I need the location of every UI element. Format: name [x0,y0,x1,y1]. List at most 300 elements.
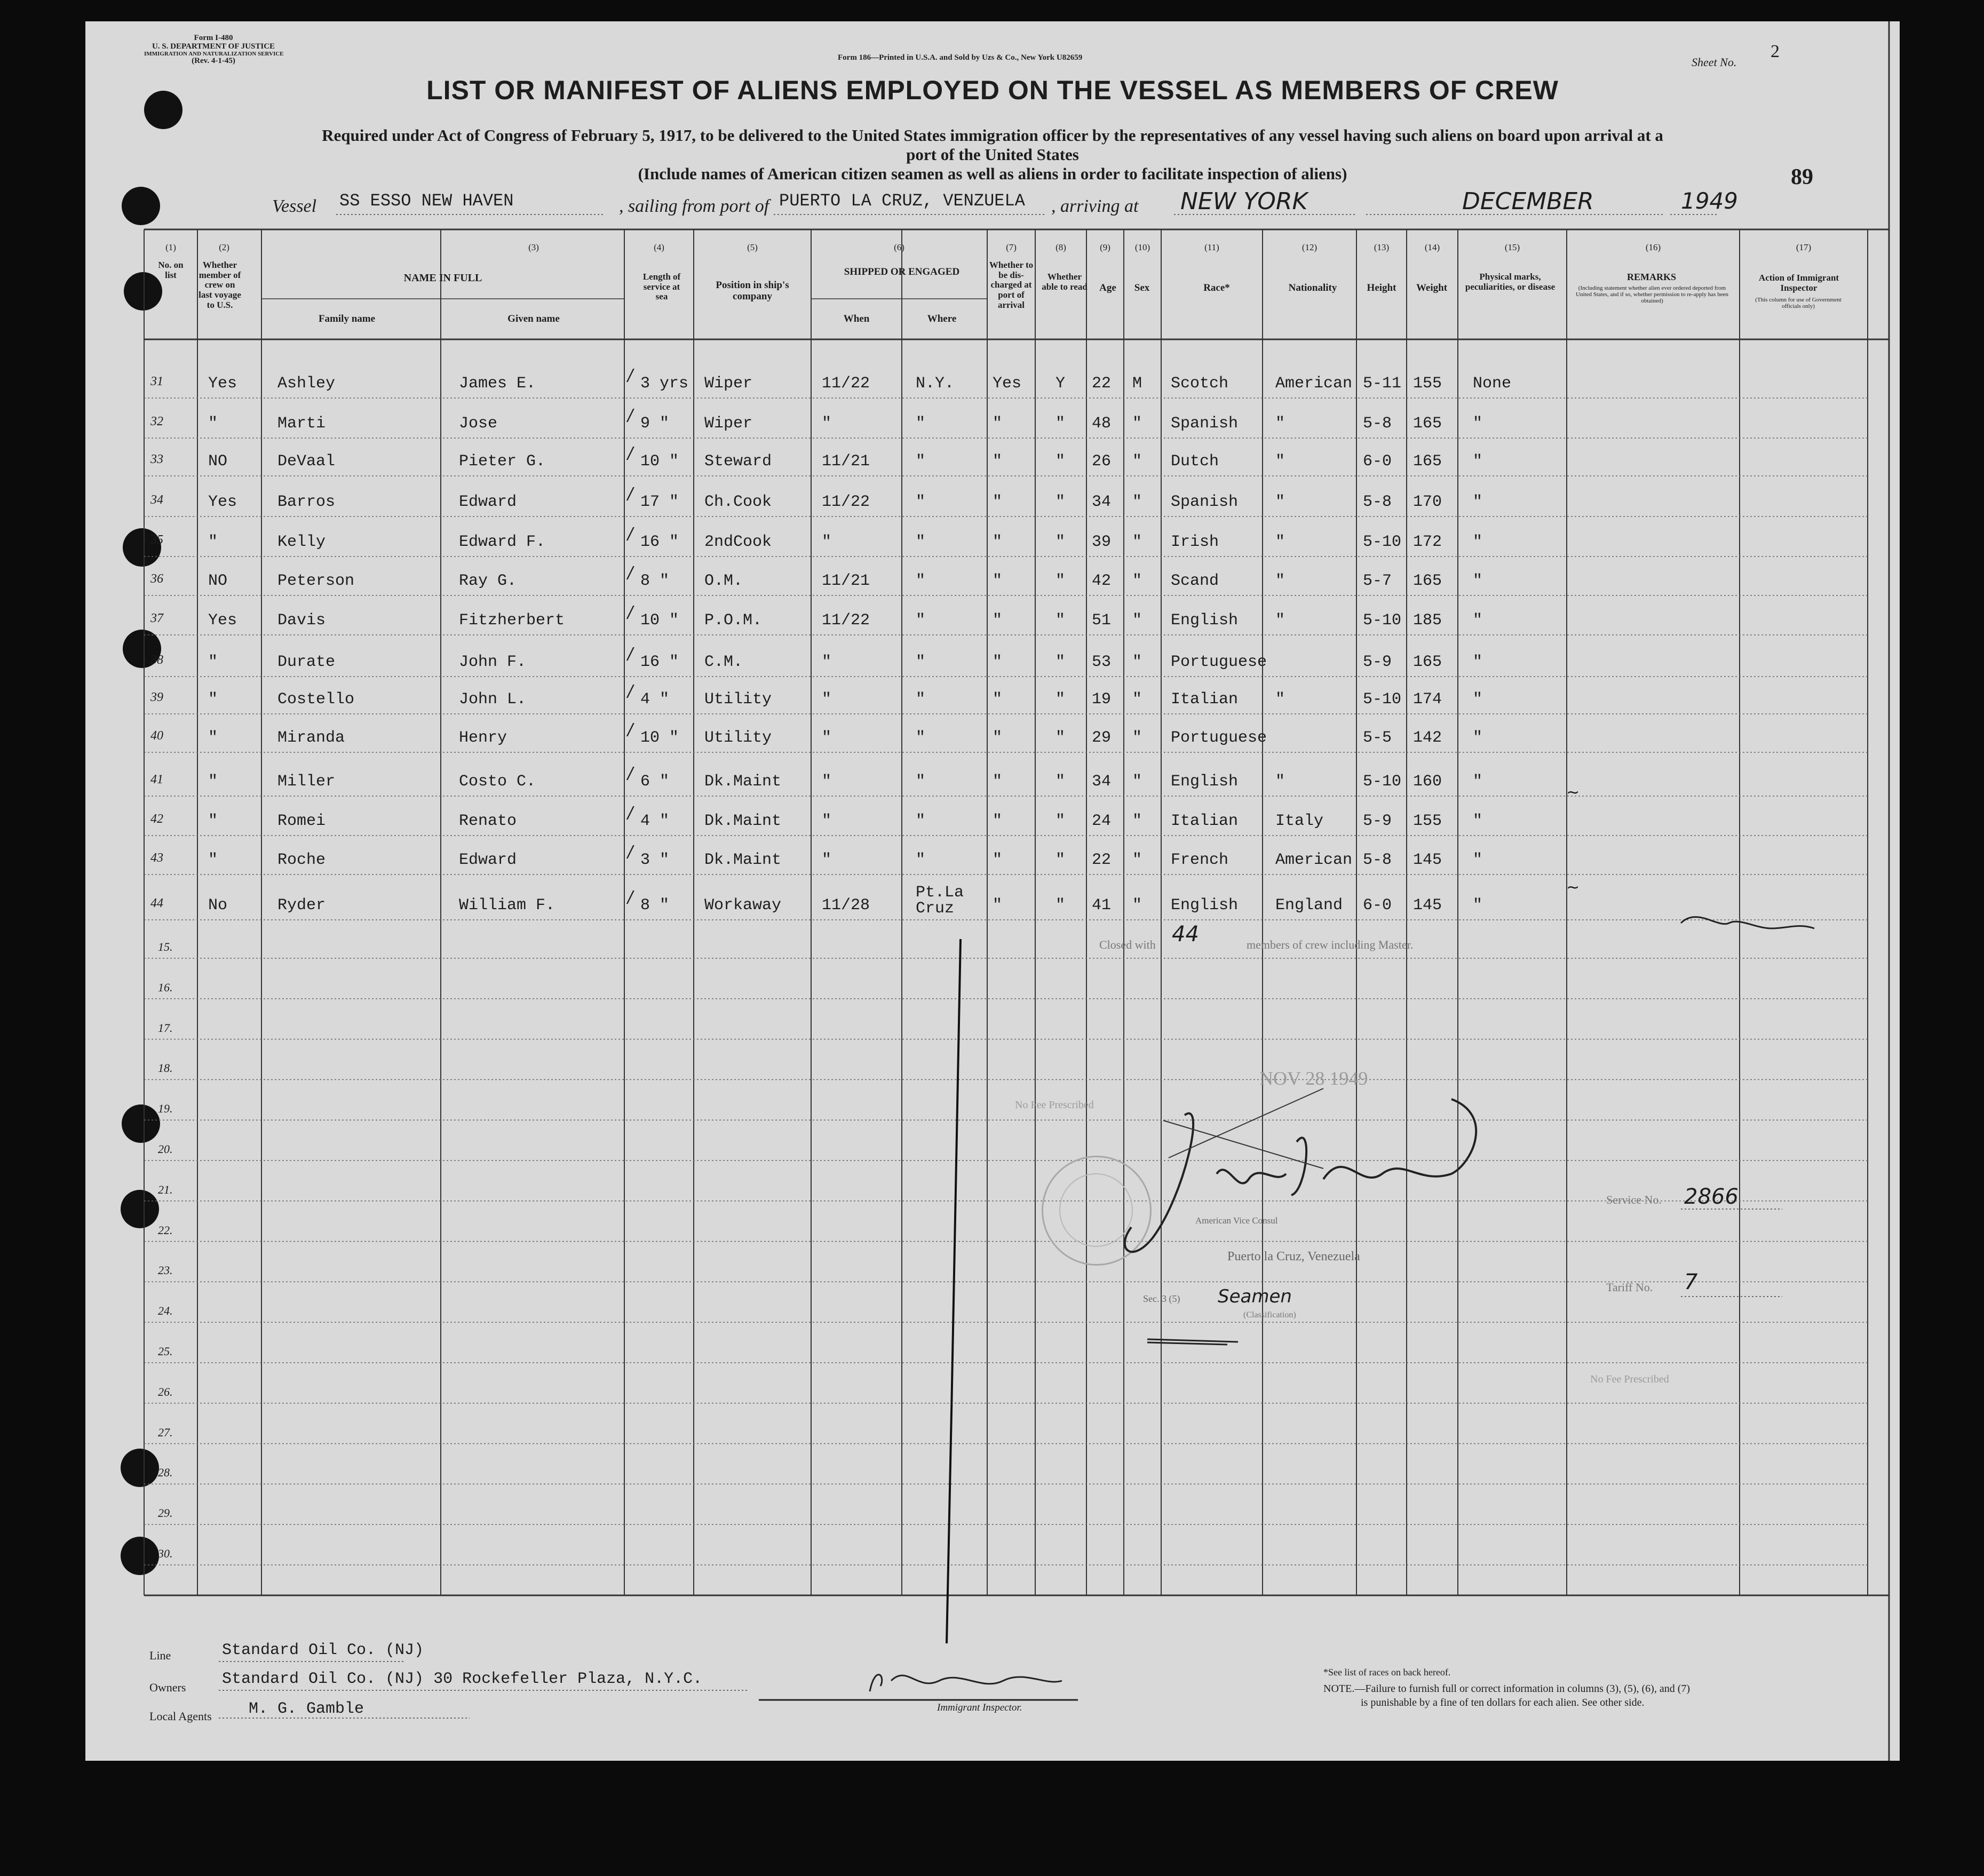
discharged-cell: " [993,611,1003,630]
no-fee-prescribed: No Fee Prescribed [1015,1099,1094,1111]
height-cell: 5-8 [1363,415,1392,433]
list-no: 32 [150,415,163,428]
classification-value: Seamen [1218,1286,1292,1307]
service-length-cell: 4 " [640,812,670,830]
able-to-read-cell: " [1056,493,1066,511]
last-voyage-cell: Yes [208,493,237,511]
nationality-cell: " [1275,415,1285,433]
last-voyage-cell: Yes [208,375,237,393]
closed-count: 44 [1172,922,1199,947]
able-to-read-cell: Y [1056,375,1066,393]
able-to-read-cell: " [1056,611,1066,630]
weight-cell: 170 [1413,493,1442,511]
sex-cell: " [1132,851,1142,869]
col-given-header: Given name [507,313,560,324]
last-voyage-cell: " [208,415,218,433]
shipped-where-cell: " [916,812,926,830]
weight-cell: 185 [1413,611,1442,630]
col-name-header: NAME IN FULL [403,272,482,284]
arrival-year: 1949 [1681,188,1738,214]
shipped-where-cell: N.Y. [916,375,955,393]
last-voyage-cell: " [208,729,218,747]
shipped-when-cell: 11/22 [822,611,870,630]
sex-cell: " [1132,653,1142,671]
sex-cell: " [1132,896,1142,915]
column-number: (11) [1204,242,1219,252]
shipped-where-cell: " [916,452,926,471]
sex-cell: " [1132,729,1142,747]
family-name-cell: Barros [277,493,336,511]
column-number: (7) [1006,242,1017,252]
column-number: (6) [894,242,904,252]
stamp-date: NOV 28 1949 [1259,1068,1368,1089]
weight-cell: 165 [1413,653,1442,671]
given-name-cell: Pieter G. [459,452,546,471]
empty-row-number: 15. [158,940,173,953]
sec-label: Sec. 3 (5) [1143,1293,1180,1304]
list-no: 35 [150,533,163,547]
shipped-where-cell: " [916,415,926,433]
family-name-cell: Romei [277,812,326,830]
physical-marks-cell: " [1473,611,1483,630]
age-cell: 26 [1092,452,1112,471]
physical-marks-cell: " [1473,415,1483,433]
check-mark: / [628,645,633,663]
empty-row-number: 16. [158,980,173,994]
family-name-cell: Davis [277,611,326,630]
last-voyage-cell: No [208,896,228,915]
height-cell: 5-11 [1363,375,1402,393]
service-name: IMMIGRATION AND NATURALIZATION SERVICE [144,50,284,57]
col-age-header: Age [1099,282,1116,293]
position-cell: Wiper [704,375,753,393]
position-cell: C.M. [704,653,743,671]
empty-row-number: 29. [158,1506,173,1520]
position-cell: Dk.Maint [704,773,782,791]
closed-prefix: Closed with [1099,938,1156,951]
shipped-when-cell: " [822,729,832,747]
subtitle-include-note: (Include names of American citizen seamen as well as aliens in order to facilitate inspection of aliens) [638,164,1347,183]
physical-marks-cell: None [1473,375,1512,393]
consular-seal [1042,1156,1152,1266]
able-to-read-cell: " [1056,812,1066,830]
empty-row-number: 27. [158,1425,173,1439]
physical-marks-cell: " [1473,493,1483,511]
column-number: (15) [1504,242,1520,252]
shipped-where-cell: Pt.La Cruz [916,884,964,918]
family-name-cell: Ashley [277,375,336,393]
given-name-cell: William F. [459,896,555,915]
col-where-header: Where [927,313,957,324]
last-voyage-cell: " [208,690,218,709]
tariff-no-label: Tariff No. [1606,1281,1653,1294]
arrival-port: NEW YORK [1180,188,1308,215]
col-action-note: (This column for use of Government officials only) [1755,297,1842,310]
able-to-read-cell: " [1056,896,1066,915]
age-cell: 51 [1092,611,1112,630]
position-cell: Steward [704,452,772,471]
nationality-cell: England [1275,896,1343,915]
age-cell: 34 [1092,493,1112,511]
weight-cell: 142 [1413,729,1442,747]
position-cell: Utility [704,729,772,747]
consul-title: American Vice Consul [1195,1215,1278,1226]
col-action-header: Action of Immigrant Inspector [1758,273,1839,293]
given-name-cell: Jose [459,415,498,433]
shipped-when-cell: " [822,773,832,791]
family-name-cell: DeVaal [277,452,336,471]
family-name-cell: Durate [277,653,336,671]
empty-row-number: 22. [158,1223,173,1237]
col-when-header: When [843,313,870,324]
form-number: Form I-480 [194,34,233,42]
check-mark: / [628,484,633,503]
col-remarks-header: REMARKS [1626,272,1676,282]
weight-cell: 165 [1413,572,1442,590]
height-cell: 5-10 [1363,690,1402,709]
discharged-cell: " [993,851,1003,869]
col-service-header: Length of service at sea [642,272,681,302]
col-family-header: Family name [318,313,376,324]
service-length-cell: 8 " [640,572,670,590]
empty-row-number: 20. [158,1142,173,1156]
position-cell: Wiper [704,415,753,433]
check-mark: / [628,804,633,822]
manifest-page [85,21,1900,1761]
shipped-when-cell: " [822,533,832,551]
departure-port: PUERTO LA CRUZ, VENZUELA [779,191,1025,211]
height-cell: 6-0 [1363,452,1392,471]
last-voyage-cell: Yes [208,611,237,630]
empty-row-number: 30. [158,1547,173,1560]
family-name-cell: Miller [277,773,336,791]
able-to-read-cell: " [1056,452,1066,471]
list-no: 36 [150,572,163,586]
service-no: 2866 [1684,1185,1739,1209]
check-mark: / [628,842,633,861]
height-cell: 5-9 [1363,812,1392,830]
remark-mark: ~ [1566,878,1580,897]
physical-marks-cell: " [1473,452,1483,471]
arrival-month: DECEMBER [1462,188,1594,215]
age-cell: 41 [1092,896,1112,915]
shipped-where-cell: " [916,690,926,709]
able-to-read-cell: " [1056,773,1066,791]
document-title: LIST OR MANIFEST OF ALIENS EMPLOYED ON THE VESSEL AS MEMBERS OF CREW [426,75,1559,105]
shipped-when-cell: " [822,851,832,869]
age-cell: 48 [1092,415,1112,433]
able-to-read-cell: " [1056,533,1066,551]
able-to-read-cell: " [1056,415,1066,433]
sex-cell: " [1132,572,1142,590]
physical-marks-cell: " [1473,533,1483,551]
discharged-cell: " [993,533,1003,551]
shipped-where-cell: " [916,493,926,511]
last-voyage-cell: " [208,653,218,671]
service-length-cell: 10 " [640,729,679,747]
able-to-read-cell: " [1056,653,1066,671]
sex-cell: " [1132,690,1142,709]
sex-cell: " [1132,812,1142,830]
column-number: (16) [1645,242,1661,252]
weight-cell: 174 [1413,690,1442,709]
race-cell: Italian [1171,690,1239,709]
line-label: Line [149,1649,171,1662]
nationality-cell: " [1275,773,1285,791]
family-name-cell: Miranda [277,729,345,747]
check-mark: / [628,764,633,783]
nationality-cell: " [1275,572,1285,590]
shipped-when-cell: 11/21 [822,572,870,590]
service-length-cell: 10 " [640,611,679,630]
height-cell: 6-0 [1363,896,1392,915]
subtitle-requirement: Required under Act of Congress of February 5, 1917, to be delivered to the United States immigration officer by the representatives of any vessel having such aliens on board upon arrival at a [322,126,1663,145]
race-cell: English [1171,611,1239,630]
line-value: Standard Oil Co. (NJ) [222,1641,424,1659]
service-length-cell: 3 " [640,851,670,869]
weight-cell: 160 [1413,773,1442,791]
shipped-where-cell: " [916,729,926,747]
position-cell: O.M. [704,572,743,590]
race-cell: Portuguese [1171,729,1267,747]
physical-marks-cell: " [1473,896,1483,915]
check-mark: / [628,444,633,463]
revision: (Rev. 4-1-45) [192,57,235,66]
column-number: (12) [1301,242,1318,252]
list-no: 43 [150,851,163,865]
given-name-cell: Renato [459,812,517,830]
weight-cell: 155 [1413,812,1442,830]
able-to-read-cell: " [1056,851,1066,869]
empty-row-number: 24. [158,1304,173,1318]
subtitle-port: port of the United States [906,145,1079,164]
given-name-cell: Edward F. [459,533,546,551]
fine-note-2: is punishable by a fine of ten dollars for each alien. See other side. [1361,1697,1645,1708]
check-mark: / [628,406,633,425]
list-no: 31 [150,375,163,388]
discharged-cell: " [993,896,1003,915]
last-voyage-cell: NO [208,572,228,590]
consul-place: Puerto la Cruz, Venezuela [1227,1250,1360,1263]
age-cell: 24 [1092,812,1112,830]
height-cell: 5-10 [1363,611,1402,630]
nationality-cell: " [1275,533,1285,551]
vessel-label: Vessel [272,196,317,216]
position-cell: Workaway [704,896,782,915]
position-cell: P.O.M. [704,611,763,630]
race-cell: French [1171,851,1229,869]
list-no: 42 [150,812,163,826]
weight-cell: 155 [1413,375,1442,393]
shipped-when-cell: 11/22 [822,375,870,393]
given-name-cell: Henry [459,729,507,747]
empty-row-number: 26. [158,1385,173,1398]
remark-mark: ~ [1566,783,1580,802]
fine-note-1: NOTE.—Failure to furnish full or correct information in columns (3), (5), (6), and (7) [1323,1683,1691,1695]
col-sex-header: Sex [1134,282,1150,293]
list-no: 39 [150,690,163,704]
col-read-header: Whether able to read [1042,272,1088,292]
discharged-cell: " [993,812,1003,830]
col-remarks-note: (Including statement whether alien ever ordered deported from United States, and if so, whether permission to re-apply has been obtained) [1576,285,1728,305]
sex-cell: " [1132,533,1142,551]
sheet-number: 2 [1771,42,1780,61]
empty-row-number: 17. [158,1021,173,1035]
shipped-where-cell: " [916,773,926,791]
sex-cell: " [1132,493,1142,511]
physical-marks-cell: " [1473,653,1483,671]
column-number: (3) [528,242,539,252]
weight-cell: 172 [1413,533,1442,551]
weight-cell: 165 [1413,415,1442,433]
race-cell: Irish [1171,533,1219,551]
last-voyage-cell: " [208,773,218,791]
service-length-cell: 4 " [640,690,670,709]
age-cell: 34 [1092,773,1112,791]
tariff-no: 7 [1684,1270,1698,1294]
empty-row-number: 28. [158,1466,173,1480]
height-cell: 5-9 [1363,653,1392,671]
check-mark: / [628,720,633,739]
discharged-cell: " [993,572,1003,590]
age-cell: 22 [1092,375,1112,393]
service-length-cell: 9 " [640,415,670,433]
agents-label: Local Agents [149,1710,212,1723]
sex-cell: M [1132,375,1142,393]
list-no: 40 [150,729,163,743]
discharged-cell: " [993,653,1003,671]
age-cell: 29 [1092,729,1112,747]
column-number: (1) [165,242,176,252]
service-length-cell: 17 " [640,493,679,511]
family-name-cell: Ryder [277,896,326,915]
age-cell: 42 [1092,572,1112,590]
column-number: (10) [1134,242,1150,252]
classification-label: (Classification) [1243,1310,1296,1319]
inspector-label: Immigrant Inspector. [937,1702,1022,1713]
col-height-header: Height [1367,282,1396,293]
check-mark: / [628,888,633,907]
height-cell: 5-8 [1363,493,1392,511]
department: U. S. DEPARTMENT OF JUSTICE [152,42,275,51]
shipped-when-cell: 11/21 [822,452,870,471]
race-cell: English [1171,773,1239,791]
shipped-when-cell: " [822,812,832,830]
col-no-on-list-header: No. on list [158,260,184,280]
race-cell: Spanish [1171,415,1239,433]
list-no: 34 [150,493,163,507]
physical-marks-cell: " [1473,690,1483,709]
nationality-cell: American [1275,851,1353,869]
race-cell: Portuguese [1171,653,1267,671]
physical-marks-cell: " [1473,851,1483,869]
discharged-cell: " [993,773,1003,791]
position-cell: 2ndCook [704,533,772,551]
race-cell: English [1171,896,1239,915]
sex-cell: " [1132,415,1142,433]
able-to-read-cell: " [1056,729,1066,747]
physical-marks-cell: " [1473,812,1483,830]
column-number: (13) [1374,242,1390,252]
position-cell: Dk.Maint [704,851,782,869]
column-number: (5) [747,242,758,252]
col-nationality-header: Nationality [1288,282,1337,293]
vessel-name: SS ESSO NEW HAVEN [339,191,514,211]
column-number: (17) [1796,242,1812,252]
given-name-cell: John L. [459,690,527,709]
given-name-cell: Edward [459,851,517,869]
nationality-cell: " [1275,452,1285,471]
shipped-when-cell: 11/28 [822,896,870,915]
race-cell: Spanish [1171,493,1239,511]
discharged-cell: Yes [993,375,1022,393]
list-no: 41 [150,773,163,786]
no-fee-prescribed-2: No Fee Prescribed [1590,1373,1669,1385]
owners-value: Standard Oil Co. (NJ) 30 Rockefeller Plaza, N.Y.C. [222,1670,703,1688]
height-cell: 5-7 [1363,572,1392,590]
weight-cell: 145 [1413,851,1442,869]
page-number: 89 [1791,165,1813,189]
shipped-when-cell: " [822,653,832,671]
race-cell: Italian [1171,812,1239,830]
discharged-cell: " [993,415,1003,433]
age-cell: 22 [1092,851,1112,869]
column-number: (14) [1424,242,1440,252]
service-length-cell: 8 " [640,896,670,915]
col-race-header: Race* [1203,282,1230,293]
family-name-cell: Peterson [277,572,355,590]
discharged-cell: " [993,690,1003,709]
family-name-cell: Costello [277,690,355,709]
empty-row-number: 21. [158,1182,173,1196]
position-cell: Dk.Maint [704,812,782,830]
age-cell: 53 [1092,653,1112,671]
empty-row-number: 25. [158,1345,173,1358]
col-marks-header: Physical marks, peculiarities, or disease [1465,272,1556,292]
weight-cell: 165 [1413,452,1442,471]
given-name-cell: Costo C. [459,773,536,791]
height-cell: 5-10 [1363,533,1402,551]
given-name-cell: Fitzherbert [459,611,565,630]
sailing-label: , sailing from port of [619,196,769,216]
empty-row-number: 19. [158,1102,173,1116]
able-to-read-cell: " [1056,690,1066,709]
last-voyage-cell: " [208,812,218,830]
physical-marks-cell: " [1473,729,1483,747]
service-no-label: Service No. [1606,1193,1662,1206]
race-cell: Dutch [1171,452,1219,471]
empty-row-number: 23. [158,1263,173,1277]
col-position-header: Position in ship's company [716,280,789,302]
list-no: 38 [150,653,163,667]
sex-cell: " [1132,611,1142,630]
able-to-read-cell: " [1056,572,1066,590]
nationality-cell: " [1275,690,1285,709]
shipped-where-cell: " [916,533,926,551]
owners-label: Owners [149,1681,186,1694]
race-cell: Scotch [1171,375,1229,393]
last-voyage-cell: " [208,851,218,869]
list-no: 33 [150,452,163,466]
position-cell: Ch.Cook [704,493,772,511]
check-mark: / [628,682,633,701]
family-name-cell: Marti [277,415,326,433]
col-discharged-header: Whether to be dis-charged at port of arrival [989,260,1034,310]
races-note: *See list of races on back hereof. [1323,1667,1451,1678]
given-name-cell: James E. [459,375,536,393]
height-cell: 5-10 [1363,773,1402,791]
service-length-cell: 16 " [640,533,679,551]
